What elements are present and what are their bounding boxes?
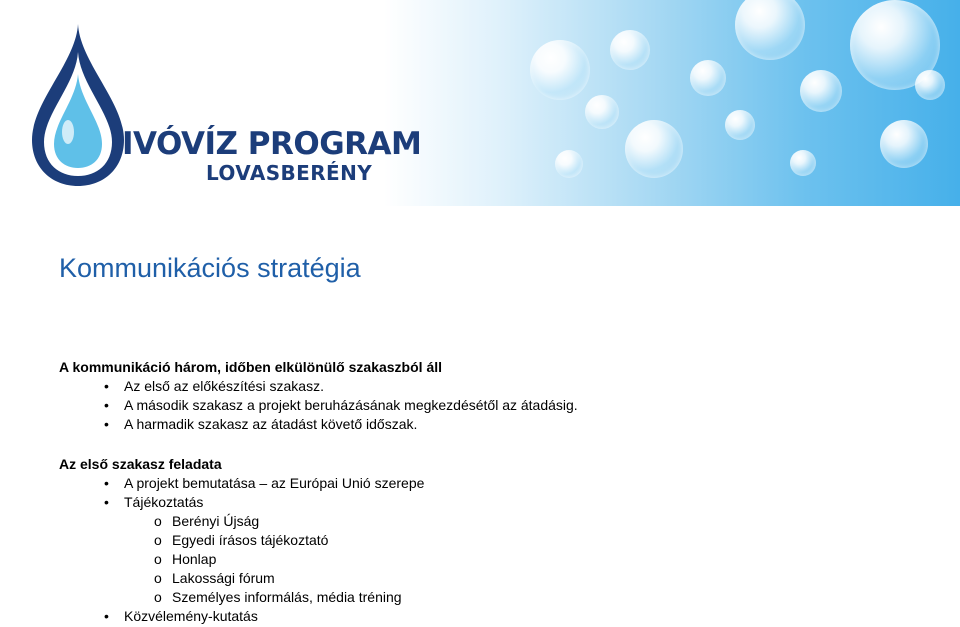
bubble [800,70,842,112]
bubble [555,150,583,178]
bubble [735,0,805,60]
header-banner [0,0,960,206]
section-heading: A kommunikáció három, időben elkülönülő szakaszból áll [59,359,443,375]
bullet-list [59,377,919,434]
logo-title: IVÓVÍZ PROGRAM [122,126,422,162]
logo-subtitle: LOVASBERÉNY [206,161,373,185]
list-item: • Tájékoztatás [59,493,919,512]
list-item: • A harmadik szakasz az átadást követő időszak. [59,415,919,434]
bubble [725,110,755,140]
list-item: • Az első az előkészítési szakasz. [59,377,919,396]
sub-bullet-list [124,512,919,607]
bubble [690,60,726,96]
bubble [880,120,928,168]
bubble [915,70,945,100]
list-item: • A második szakasz a projekt beruházásának megkezdésétől az átadásig. [59,396,919,415]
sub-list-item: o Személyes informálás, média tréning [124,588,919,607]
bullet-list [59,474,919,512]
sub-list-item: o Egyedi írásos tájékoztató [124,531,919,550]
bubble [790,150,816,176]
section-heading: Az első szakasz feladata [59,456,222,472]
bullet-list [59,607,919,626]
bubble [585,95,619,129]
sub-list-item: o Lakossági fórum [124,569,919,588]
sub-list-item: o Berényi Újság [124,512,919,531]
bubble [530,40,590,100]
water-drop-icon [28,22,128,188]
list-item: • A projekt bemutatása – az Európai Unió szerepe [59,474,919,493]
bubble [625,120,683,178]
bubble [610,30,650,70]
sub-list-item: o Honlap [124,550,919,569]
slide-title: Kommunikációs stratégia [59,253,361,283]
slide-content [59,358,919,626]
list-item: • Közvélemény-kutatás [59,607,919,626]
